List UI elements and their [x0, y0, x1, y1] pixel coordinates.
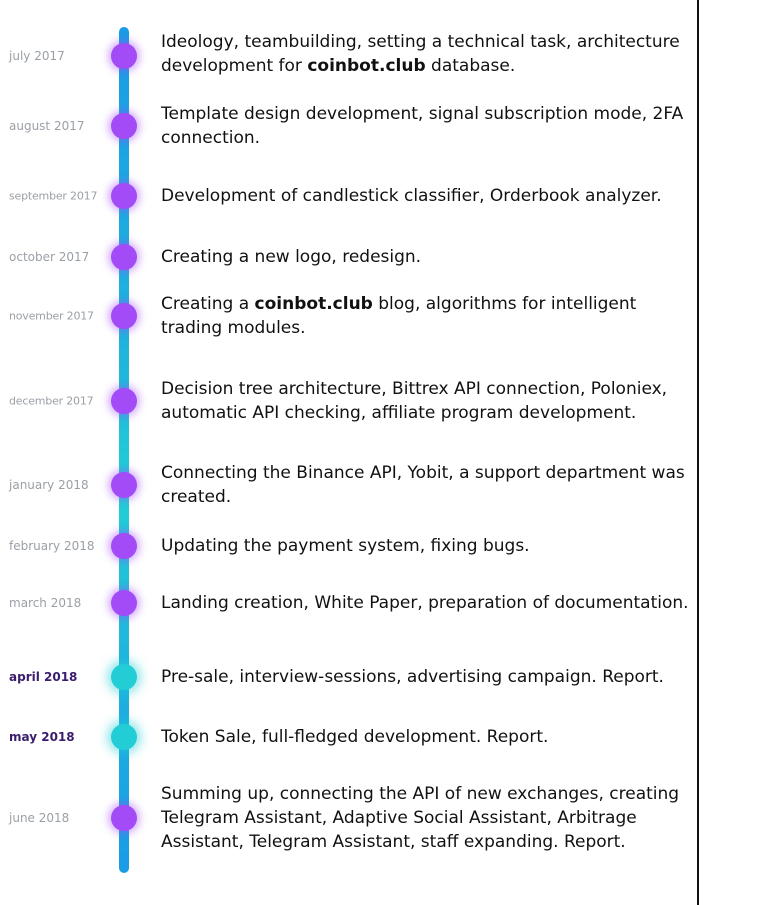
description-text: Creating a: [161, 294, 255, 314]
timeline-description: [161, 292, 691, 340]
timeline-date: july 2017: [9, 49, 65, 63]
timeline-description: [161, 377, 691, 425]
timeline-date: september 2017: [9, 189, 98, 203]
description-text: Pre-sale, interview-sessions, advertising campaign. Report.: [161, 667, 664, 687]
timeline-description: [161, 102, 691, 150]
timeline-dot: [111, 303, 137, 329]
timeline-dot: [111, 472, 137, 498]
timeline-dot: [111, 533, 137, 559]
timeline-dot: [111, 113, 137, 139]
description-text: Ideology, teambuilding, setting a technical task, architecture development for: [161, 32, 680, 76]
timeline-date: december 2017: [9, 394, 94, 408]
brand-name: coinbot.club: [307, 56, 426, 76]
description-text: Decision tree architecture, Bittrex API connection, Poloniex, automatic API checking, affiliate program development.: [161, 379, 668, 423]
timeline-dot: [111, 183, 137, 209]
timeline-description: [161, 30, 691, 78]
timeline-dot: [111, 244, 137, 270]
timeline-date: june 2018: [9, 811, 70, 825]
description-text: database.: [425, 56, 516, 76]
timeline-dot: [111, 724, 137, 750]
timeline-description: [161, 725, 691, 749]
description-text: blog, algorithms for intelligent trading modules.: [161, 294, 637, 338]
timeline-description: [161, 184, 691, 208]
timeline-description: [161, 461, 691, 509]
description-text: Template design development, signal subscription mode, 2FA connection.: [161, 104, 684, 148]
description-text: Creating a new logo, redesign.: [161, 247, 422, 267]
timeline-description: [161, 665, 691, 689]
timeline-description: [161, 534, 691, 558]
timeline-date: august 2017: [9, 119, 85, 133]
timeline-description: [161, 245, 691, 269]
description-text: Summing up, connecting the API of new exchanges, creating Telegram Assistant, Adaptive Social Assistant, Arbitrage Assistant, Telegram Assistant, staff expanding. Report.: [161, 784, 680, 852]
timeline-dot: [111, 664, 137, 690]
timeline-date: may 2018: [9, 730, 75, 744]
description-text: Token Sale, full-fledged development. Report.: [161, 727, 549, 747]
timeline-date: january 2018: [9, 478, 89, 492]
timeline-dot: [111, 388, 137, 414]
timeline-date: april 2018: [9, 670, 78, 684]
content-right-border: [697, 0, 699, 905]
timeline-dot: [111, 43, 137, 69]
description-text: Development of candlestick classifier, Orderbook analyzer.: [161, 186, 662, 206]
description-text: Connecting the Binance API, Yobit, a support department was created.: [161, 463, 685, 507]
timeline-description: [161, 782, 691, 854]
description-text: Landing creation, White Paper, preparation of documentation.: [161, 593, 689, 613]
timeline-date: november 2017: [9, 309, 94, 323]
timeline-description: [161, 591, 691, 615]
timeline-date: february 2018: [9, 539, 95, 553]
timeline-date: march 2018: [9, 596, 82, 610]
timeline-dot: [111, 590, 137, 616]
timeline-date: october 2017: [9, 250, 90, 264]
timeline-dot: [111, 805, 137, 831]
description-text: Updating the payment system, fixing bugs.: [161, 536, 530, 556]
brand-name: coinbot.club: [254, 294, 373, 314]
